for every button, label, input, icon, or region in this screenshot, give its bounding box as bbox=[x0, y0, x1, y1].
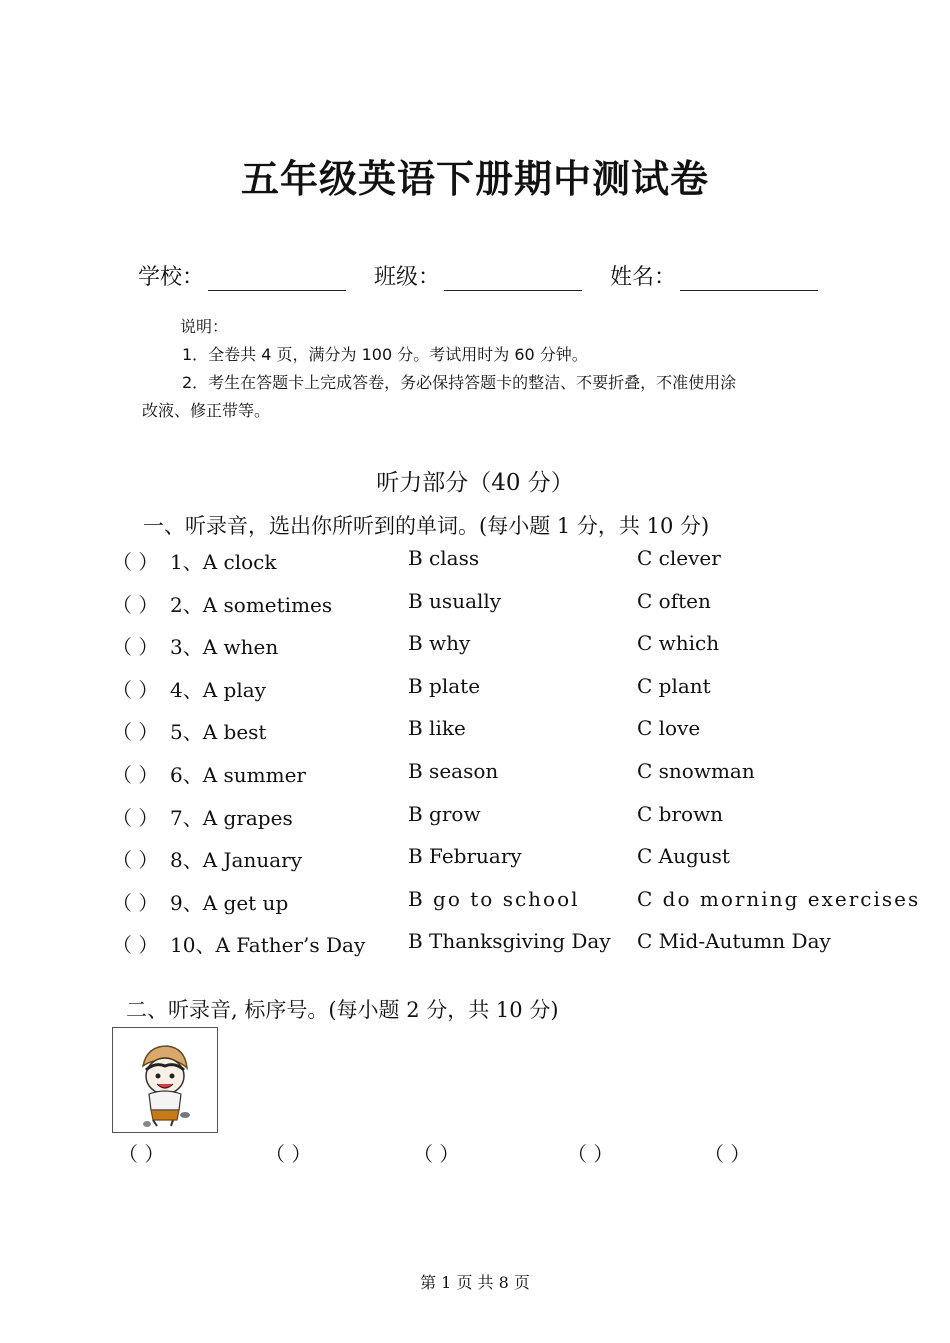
section2-heading: 二、听录音, 标序号。(每小题 2 分，共 10 分) bbox=[126, 998, 559, 1022]
answer-blank-5[interactable]: （ ） bbox=[704, 1142, 751, 1166]
student-info-row bbox=[138, 260, 818, 291]
name-blank[interactable] bbox=[680, 268, 818, 291]
answer-blank-1[interactable]: （ ） bbox=[118, 1142, 165, 1166]
page-footer: 第 1 页 共 8 页 bbox=[420, 1273, 530, 1292]
question-row bbox=[112, 716, 912, 746]
option-a: 10、A Father’s Day bbox=[170, 933, 366, 958]
option-b: B why bbox=[408, 631, 471, 656]
option-a: 7、A grapes bbox=[170, 805, 293, 830]
option-a: 2、A sometimes bbox=[170, 592, 333, 617]
option-b: B season bbox=[408, 759, 499, 783]
option-c: C Mid-Autumn Day bbox=[637, 929, 831, 954]
answer-paren[interactable]: （ ） bbox=[112, 635, 159, 660]
option-c: C often bbox=[637, 588, 711, 613]
notes-line-1: 1．全卷共 4 页，满分为 100 分。考试用时为 60 分钟。 bbox=[182, 345, 588, 364]
question-row bbox=[112, 674, 912, 704]
class-blank[interactable] bbox=[444, 268, 582, 291]
answer-paren[interactable]: （ ） bbox=[112, 890, 159, 915]
option-b: B plate bbox=[408, 673, 481, 698]
answer-paren[interactable]: （ ） bbox=[112, 933, 159, 958]
notes-heading: 说明： bbox=[180, 317, 229, 336]
listening-title: 听力部分（40 分） bbox=[376, 470, 574, 496]
answer-paren[interactable]: （ ） bbox=[112, 763, 159, 787]
notes-line-2-cont: 改液、修正带等。 bbox=[142, 401, 271, 420]
question-row bbox=[112, 546, 912, 576]
picture-box bbox=[112, 1027, 218, 1133]
option-a: 8、A January bbox=[170, 848, 303, 873]
option-c: C August bbox=[637, 844, 730, 869]
option-a: 9、A get up bbox=[170, 890, 289, 915]
option-c: C which bbox=[637, 631, 720, 656]
answer-paren[interactable]: （ ） bbox=[112, 677, 159, 702]
question-row bbox=[112, 631, 912, 661]
option-c: C brown bbox=[637, 801, 724, 826]
question-row bbox=[112, 844, 912, 874]
notes-line-2: 2．考生在答题卡上完成答卷，务必保持答题卡的整洁、不要折叠，不准使用涂 bbox=[182, 373, 737, 392]
option-b: B Thanksgiving Day bbox=[408, 929, 611, 954]
answer-blank-4[interactable]: （ ） bbox=[567, 1142, 614, 1166]
option-a: 3、A when bbox=[170, 635, 279, 660]
option-b: B like bbox=[408, 716, 466, 741]
question-row bbox=[112, 802, 912, 832]
option-c: C plant bbox=[637, 673, 711, 698]
option-b: B grow bbox=[408, 801, 481, 826]
option-b: B go to school bbox=[408, 886, 580, 911]
question-row bbox=[112, 929, 912, 959]
question-row bbox=[112, 886, 921, 917]
question-row bbox=[112, 759, 912, 789]
answer-paren[interactable]: （ ） bbox=[112, 720, 159, 745]
option-c: C love bbox=[637, 716, 701, 741]
answer-blank-2[interactable]: （ ） bbox=[265, 1142, 312, 1166]
option-a: 1、A clock bbox=[170, 550, 277, 574]
name-label: 姓名： bbox=[610, 265, 677, 290]
option-b: B class bbox=[408, 546, 480, 570]
answer-paren[interactable]: （ ） bbox=[112, 550, 159, 574]
option-c: C do morning exercises bbox=[637, 886, 921, 911]
answer-blank-3[interactable]: （ ） bbox=[413, 1142, 460, 1166]
school-blank[interactable] bbox=[208, 268, 346, 291]
option-a: 5、A best bbox=[170, 720, 267, 745]
boy-picture-icon bbox=[113, 1028, 217, 1132]
page-title: 五年级英语下册期中测试卷 bbox=[240, 157, 709, 201]
option-a: 4、A play bbox=[170, 677, 266, 702]
option-b: B February bbox=[408, 844, 522, 869]
class-label: 班级： bbox=[374, 265, 441, 290]
option-c: C snowman bbox=[637, 759, 755, 783]
question-row bbox=[112, 589, 912, 619]
section1-heading: 一、听录音，选出你所听到的单词。(每小题 1 分，共 10 分) bbox=[143, 514, 710, 538]
option-b: B usually bbox=[408, 588, 502, 613]
answer-paren[interactable]: （ ） bbox=[112, 592, 159, 617]
school-label: 学校： bbox=[138, 265, 205, 290]
answer-paren[interactable]: （ ） bbox=[112, 848, 159, 873]
option-a: 6、A summer bbox=[170, 763, 306, 787]
answer-paren[interactable]: （ ） bbox=[112, 805, 159, 830]
option-c: C clever bbox=[637, 546, 721, 570]
